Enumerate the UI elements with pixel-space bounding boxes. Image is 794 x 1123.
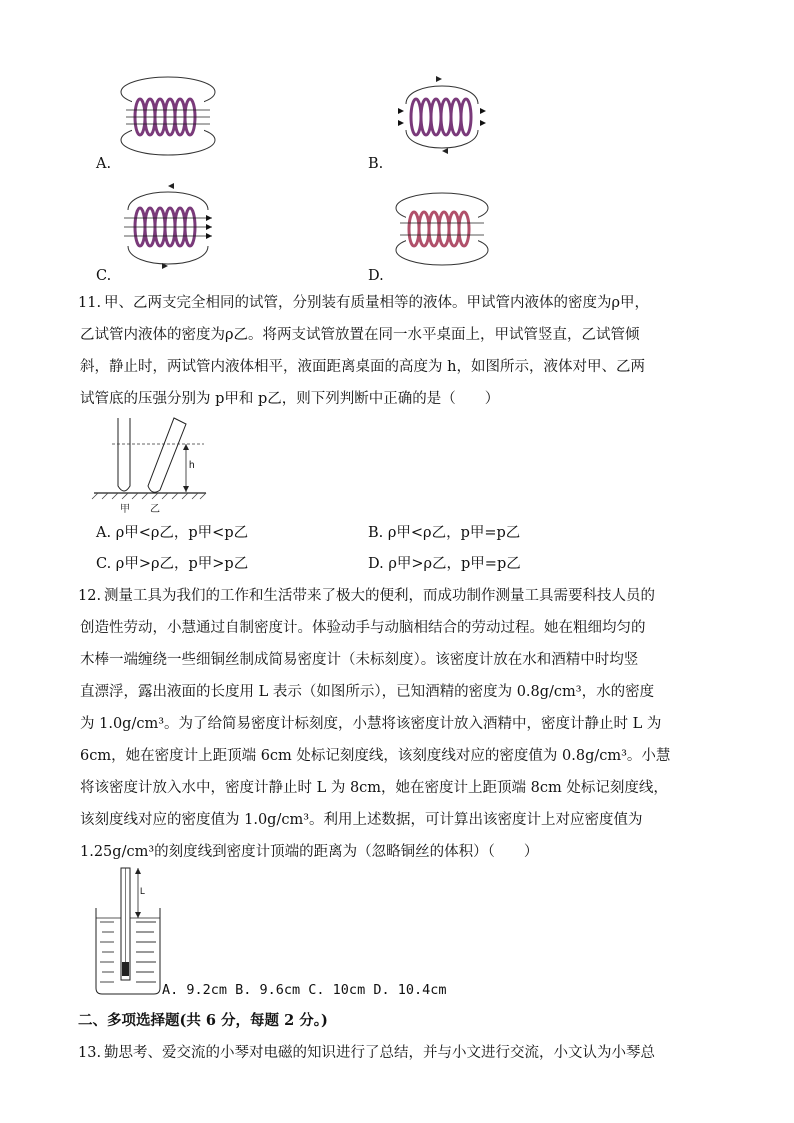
q11-text-line: 试管底的压强分别为 p甲和 p乙，则下列判断中正确的是（ ） [80,391,500,407]
q12-text-line: 6cm，她在密度计上距顶端 6cm 处标记刻度线，该刻度线对应的密度值为 0.8g/cm³。小慧 [80,748,671,764]
q12-densimeter-figure [94,866,164,996]
q11-tube1-label: 甲 [120,504,130,515]
q11-test-tube-figure [92,416,222,516]
q11-option-b[interactable]: B. ρ甲<ρ乙，p甲=p乙 [368,525,521,541]
q10-option-a[interactable]: A. [96,156,112,172]
q12-text-line: 为 1.0g/cm³。为了给简易密度计标刻度，小慧将该密度计放入酒精中，密度计静止时 L 为 [80,716,662,732]
q10-figure-c [118,180,218,272]
q11-text-line: 乙试管内液体的密度为ρ乙。将两支试管放置在同一水平桌面上，甲试管竖直，乙试管倾 [80,327,640,343]
q11-option-d[interactable]: D. ρ甲>ρ乙，p甲=p乙 [368,556,521,572]
q10-figure-a [118,70,218,162]
q12-number: 12. [78,588,102,604]
q12-text-line: 该刻度线对应的密度值为 1.0g/cm³。利用上述数据，可计算出该密度计上对应密度值为 [80,812,643,828]
q11-text-line: 斜，静止时，两试管内液体相平，液面距离桌面的高度为 h，如图所示，液体对甲、乙两 [80,359,645,375]
q10-option-b[interactable]: B. [368,156,384,172]
section-heading: 二、多项选择题(共 6 分，每题 2 分。) [78,1012,328,1029]
q12-text-line: 直漂浮，露出液面的长度用 L 表示（如图所示），已知酒精的密度为 0.8g/cm³，水的密度 [80,684,655,700]
q11-option-c[interactable]: C. ρ甲>ρ乙，p甲>p乙 [96,556,249,572]
q11-option-a[interactable]: A. ρ甲<ρ乙，p甲<p乙 [96,525,249,541]
q12-text-line: 木棒一端缠绕一些细铜丝制成简易密度计（未标刻度）。该密度计放在水和酒精中时均竖 [80,652,639,668]
q13-number: 13. [78,1045,102,1061]
q10-figure-d [392,186,492,270]
q12-text-line: 创造性劳动，小慧通过自制密度计。体验动手与动脑相结合的劳动过程。她在粗细均匀的 [80,620,646,636]
q12-text-line: 将该密度计放入水中，密度计静止时 L 为 8cm，她在密度计上距顶端 8cm 处标记刻度线， [80,780,668,796]
q11-h-label: h [189,460,195,471]
q11-text-line: 甲、乙两支完全相同的试管，分别装有质量相等的液体。甲试管内液体的密度为ρ甲， [104,295,650,311]
q10-option-d[interactable]: D. [368,268,384,284]
q10-figure-b [392,70,492,162]
q13-text-line: 勤思考、爱交流的小琴对电磁的知识进行了总结，并与小文进行交流，小文认为小琴总 [104,1045,655,1061]
q12-L-label: L [140,886,146,896]
q11-tube2-label: 乙 [150,504,160,515]
q10-option-c[interactable]: C. [96,268,112,284]
q12-options[interactable]: A. 9.2cm B. 9.6cm C. 10cm D. 10.4cm [162,982,447,998]
q12-text-line: 1.25g/cm³的刻度线到密度计顶端的距离为（忽略铜丝的体积）（ ） [80,844,539,860]
q12-text-line: 测量工具为我们的工作和生活带来了极大的便利，而成功制作测量工具需要科技人员的 [104,588,655,604]
q11-number: 11. [78,295,102,311]
